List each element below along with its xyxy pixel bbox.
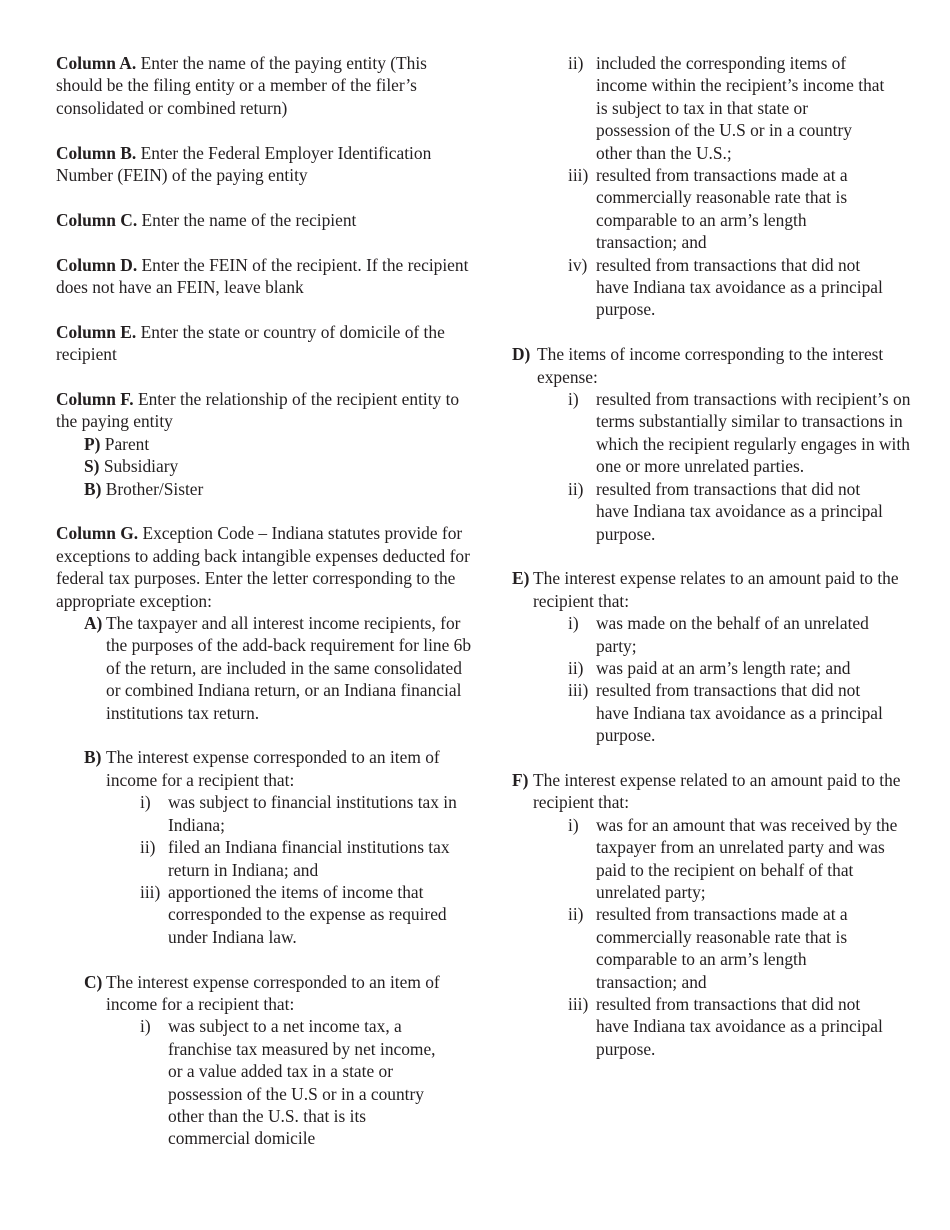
list-item: i) was subject to financial institutions tax in Indiana; (140, 792, 457, 835)
list-item: ii) resulted from transactions made at a commercially reasonable rate that is comparable to an arm’s length transaction; and (568, 904, 848, 992)
exception-c-items-part2 (512, 52, 912, 321)
list-item: i) was made on the behalf of an unrelated party; (568, 613, 869, 656)
exception-c (84, 971, 474, 1150)
column-f-instruction: Column F. Enter the relationship of the recipient entity to the paying entity (56, 389, 460, 432)
list-item: ii) included the corresponding items of income within the recipient’s income that is subject to tax in that state or possession of the U.S or in a country other than the U.S.; (568, 53, 885, 163)
exception-e-code: E) (512, 568, 530, 589)
relationship-option-parent: P) Parent (84, 433, 150, 454)
exception-b-items (106, 791, 474, 948)
exception-f-items (533, 814, 912, 1060)
list-item: i) was for an amount that was received by the taxpayer from an unrelated party and was paid to the recipient on behalf of that unrelated party; (568, 814, 898, 902)
list-item: iii) resulted from transactions that did not have Indiana tax avoidance as a principal purpose. (568, 994, 883, 1059)
list-item: iii) resulted from transactions made at a commercially reasonable rate that is comparable to an arm’s length transaction; and (568, 165, 848, 253)
left-column (56, 52, 474, 1150)
exception-b-code: B) (84, 747, 102, 768)
column-e-label: Column E. (56, 321, 137, 342)
exception-e (512, 567, 912, 746)
exception-c-items-part1 (106, 1015, 474, 1149)
column-a-instruction: Column A. Enter the name of the paying entity (This should be the filing entity or a member of the filer’s consolidated or combined return) (56, 53, 427, 118)
column-b-instruction: Column B. Enter the Federal Employer Identification Number (FEIN) of the paying entity (56, 142, 432, 186)
list-item: i) was subject to a net income tax, a franchise tax measured by net income, or a value added tax in a state or possession of the U.S or in a country other than the U.S. that is its commercial domicile (140, 1016, 436, 1149)
right-column (512, 52, 912, 1060)
list-item: iii) apportioned the items of income that corresponded to the expense as required under Indiana law. (140, 881, 447, 947)
exception-e-text: The interest expense relates to an amount paid to the recipient that: (533, 568, 899, 611)
exception-e-items (533, 612, 912, 746)
column-c-instruction: Column C. Enter the name of the recipient (56, 209, 357, 230)
relationship-option-subsidiary: S) Subsidiary (84, 456, 179, 477)
exception-f-code: F) (512, 769, 529, 790)
column-d-label: Column D. (56, 254, 138, 275)
column-g-instruction: Column G. Exception Code – Indiana statutes provide for exceptions to adding back intangible expenses deducted for federal tax purposes. Enter the letter corresponding to the appropriate exception: (56, 523, 470, 611)
exception-a-code: A) (84, 613, 103, 634)
column-e-instruction: Column E. Enter the state or country of domicile of the recipient (56, 321, 445, 365)
column-d-instruction: Column D. Enter the FEIN of the recipient. If the recipient does not have an FEIN, leave blank (56, 254, 469, 298)
exception-c-code: C) (84, 971, 103, 992)
exception-a-text: The taxpayer and all interest income recipients, for the purposes of the add-back requirement for line 6b of the return, are included in the same consolidated or combined Indiana return, or an Indiana financial institutions tax return. (106, 613, 472, 723)
exception-b-text: The interest expense corresponded to an item of income for a recipient that: (106, 747, 440, 790)
exception-d-code: D) (512, 344, 531, 365)
exception-d-items (537, 388, 912, 545)
column-c-label: Column C. (56, 209, 138, 230)
list-item: ii) resulted from transactions that did not have Indiana tax avoidance as a principal purpose. (568, 478, 883, 544)
exception-f-text: The interest expense related to an amount paid to the recipient that: (533, 769, 901, 813)
list-item: ii) was paid at an arm’s length rate; and (568, 657, 851, 678)
list-item: iii) resulted from transactions that did not have Indiana tax avoidance as a principal purpose. (568, 680, 883, 746)
column-g-label: Column G. (56, 523, 139, 544)
exception-f (512, 769, 912, 1060)
exception-d-text: The items of income corresponding to the interest expense: (537, 344, 884, 387)
column-b-label: Column B. (56, 142, 137, 163)
exception-d (512, 343, 912, 545)
exception-a (84, 612, 474, 724)
list-item: ii) filed an Indiana financial institutions tax return in Indiana; and (140, 837, 450, 880)
list-item: iv) resulted from transactions that did not have Indiana tax avoidance as a principal purpose. (568, 254, 883, 320)
exception-b (84, 746, 474, 948)
relationship-option-brother-sister: B) Brother/Sister (84, 478, 204, 499)
exception-c-text: The interest expense corresponded to an item of income for a recipient that: (106, 971, 440, 1014)
column-f-label: Column F. (56, 389, 134, 410)
list-item: i) resulted from transactions with recipient’s on terms substantially similar to transactions in which the recipient regularly engages in with one or more unrelated parties. (568, 389, 911, 477)
column-a-label: Column A. (56, 53, 137, 73)
